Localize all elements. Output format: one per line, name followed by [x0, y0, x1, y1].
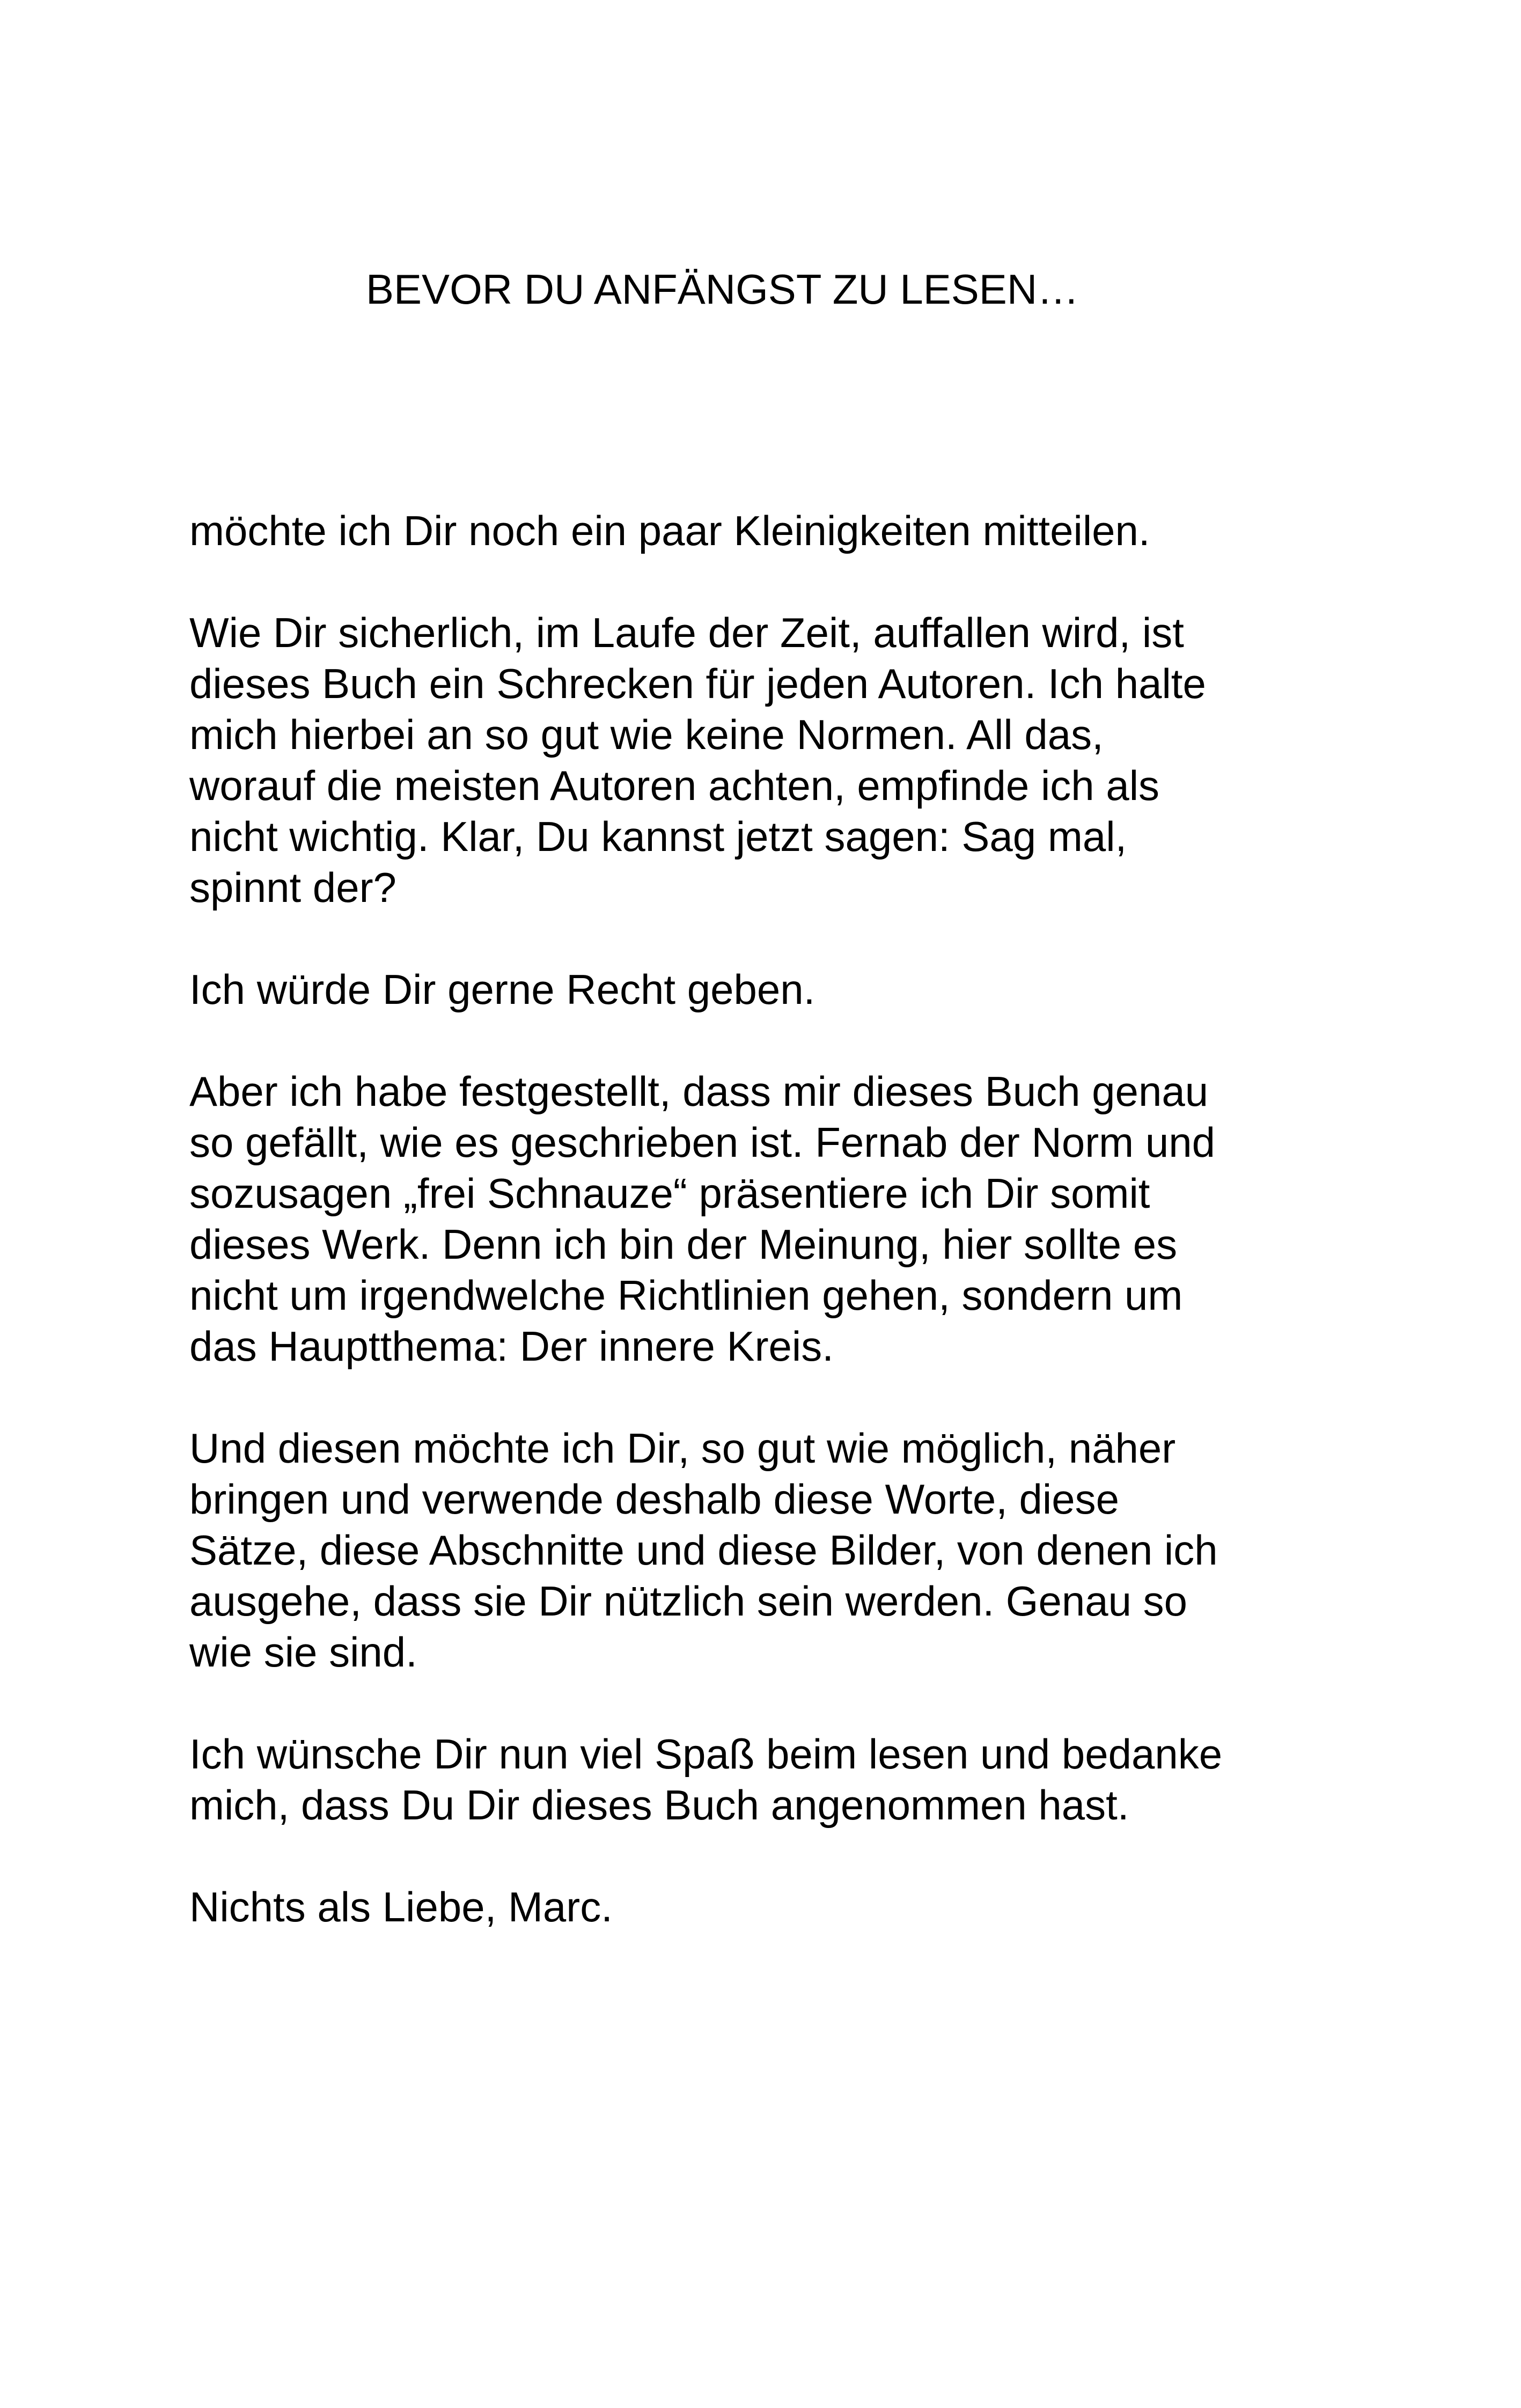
text-line: dieses Werk. Denn ich bin der Meinung, hier sollte es: [189, 1221, 1178, 1268]
text-line: Und diesen möchte ich Dir, so gut wie möglich, näher: [189, 1425, 1176, 1472]
text-line: dieses Buch ein Schrecken für jeden Autoren. Ich halte: [189, 660, 1206, 707]
text-line: nicht wichtig. Klar, Du kannst jetzt sagen: Sag mal,: [189, 813, 1127, 860]
text-line: Wie Dir sicherlich, im Laufe der Zeit, auffallen wird, ist: [189, 609, 1184, 656]
text-line: sozusagen „frei Schnauze“ präsentiere ich Dir somit: [189, 1170, 1150, 1217]
paragraph-agree: [189, 964, 1397, 1015]
paragraph-intro: [189, 505, 1397, 556]
text-line: möchte ich Dir noch ein paar Kleinigkeiten mitteilen.: [189, 507, 1150, 554]
text-line: bringen und verwende deshalb diese Worte, diese: [189, 1475, 1120, 1523]
document-body: [189, 505, 1397, 1984]
text-line: Ich würde Dir gerne Recht geben.: [189, 966, 815, 1013]
page-title: BEVOR DU ANFÄNGST ZU LESEN…: [366, 266, 1079, 313]
text-line: Ich wünsche Dir nun viel Spaß beim lesen und bedanke: [189, 1730, 1223, 1778]
text-line: nicht um irgendwelche Richtlinien gehen, sondern um: [189, 1272, 1183, 1319]
text-line: Sätze, diese Abschnitte und diese Bilder, von denen ich: [189, 1526, 1218, 1574]
paragraph-norms: [189, 607, 1397, 913]
signature-line: [189, 1882, 1397, 1933]
text-line: so gefällt, wie es geschrieben ist. Fernab der Norm und: [189, 1119, 1215, 1166]
text-line: mich, dass Du Dir dieses Buch angenommen hast.: [189, 1781, 1129, 1829]
paragraph-thanks: [189, 1729, 1397, 1831]
text-line: worauf die meisten Autoren achten, empfinde ich als: [189, 762, 1160, 809]
text-line: ausgehe, dass sie Dir nützlich sein werden. Genau so: [189, 1577, 1188, 1625]
text-line: spinnt der?: [189, 864, 396, 911]
paragraph-but: [189, 1066, 1397, 1372]
text-line: Aber ich habe festgestellt, dass mir dieses Buch genau: [189, 1068, 1209, 1115]
text-line: Nichts als Liebe, Marc.: [189, 1883, 613, 1930]
paragraph-inner-circle: [189, 1423, 1397, 1678]
text-line: mich hierbei an so gut wie keine Normen. All das,: [189, 711, 1104, 758]
text-line: das Hauptthema: Der innere Kreis.: [189, 1323, 834, 1370]
text-line: wie sie sind.: [189, 1628, 417, 1676]
